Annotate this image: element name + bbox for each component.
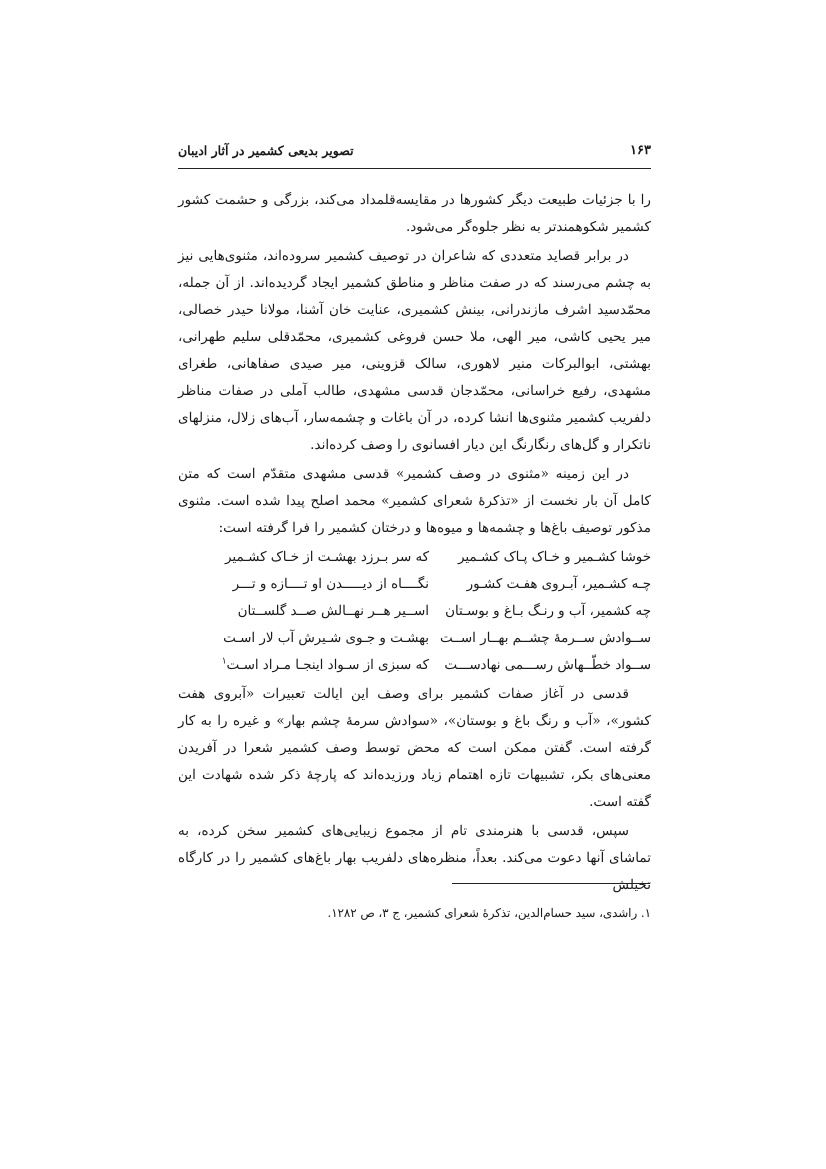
poem-verse xyxy=(178,571,651,598)
poem xyxy=(178,544,651,679)
footnote-marker: ۱ xyxy=(221,656,227,667)
paragraph-3: در این زمینه «مثنوی در وصف کشمیر» قدسی مشهدی متقدّم است که متن کامل آن بار نخست از «تذکرهٔ شعرای کشمیر» محمد اصلح پیدا شده است. مثنوی مذکور توصیف باغ‌ها و چشمه‌ها و میوه‌ها و درختان کشمیر را فرا گرفته است: xyxy=(178,466,651,536)
header-divider xyxy=(178,168,651,169)
paragraph-2: در برابر قصاید متعددی که شاعران در توصیف کشمیر سروده‌اند، مثنوی‌هایی نیز به چشم می‌رسند که در صفت مناظر و مناطق کشمیر ایجاد گردیده‌اند. از آن جمله، محمّدسید اشرف مازندرانی، بینش کشمیری، عنایت خان آشنا، مولانا حیدر خصالی، میر یحیی کاشی، میر الهی، ملا حسن فروغی کشمیری، محمّدقلی سلیم طهرانی، بهشتی، ابوالبرکات منیر لاهوری، سالک قزوینی، میر صیدی صفاهانی، طغرای مشهدی، رفیع خراسانی، محمّدجان قدسی مشهدی، طالب آملی در صفات مناظر دلفریب کشمیر مثنوی‌ها انشا کرده، در آن باغات و چشمه‌سار، آب‌های زلال، منزلهای ناتکرار و گل‌های رنگارنگ این دیار افسانوی را وصف کرده‌اند. xyxy=(178,248,651,453)
poem-hemistich-second: نگــــاه از دیـــــدن او تــــازه و تـــر xyxy=(232,577,429,592)
paragraph-5: سپس، قدسی با هنرمندی تام از مجموع زیبایی‌های کشمیر سخن کرده، به تماشای آنها دعوت می‌کند. بعداً، منظره‌های دلفریب بهار باغ‌های کشمیر را در کارگاه تخیلش xyxy=(178,823,651,893)
poem-hemistich-first: چـه کشـمیر، آبـروی هفـت کشـور xyxy=(466,577,651,592)
poem-hemistich-first: ســوادش ســرمهٔ چشــم بهــار اســت xyxy=(439,631,651,646)
poem-hemistich-second: بهشـت و جـوی شـیرش آب لار اسـت xyxy=(223,631,429,646)
poem-hemistich-first: خوشا کشـمیر و خـاک پـاک کشـمیر xyxy=(457,550,651,565)
footnote-divider xyxy=(452,883,650,884)
poem-hemistich-second xyxy=(221,652,429,679)
poem-hemistich-text: که سبزی از سـواد اینجـا مـراد اسـت xyxy=(226,658,429,673)
page-number: ۱۶۳ xyxy=(630,143,651,158)
paragraph-1: را با جزئیات طبیعت دیگر کشورها در مقایسه‌قلمداد می‌کند، بزرگی و حشمت کشور کشمیر شکوهمندتر به نظر جلوه‌گر می‌شود. xyxy=(178,192,651,235)
running-header xyxy=(178,141,651,165)
poem-hemistich-second: اســیر هــر نهــالش صــد گلســتان xyxy=(237,604,429,619)
poem-hemistich-first: ســواد خطّــهاش رســـمی نهادســـت xyxy=(444,658,651,673)
poem-verse xyxy=(178,598,651,625)
poem-verse xyxy=(178,544,651,571)
paragraph-4: قدسی در آغاز صفات کشمیر برای وصف این ایالت تعبیرات «آبروی هفت کشور»، «آب و رنگ باغ و بوستان»، «سوادش سرمهٔ چشم بهار» و غیره را به کار گرفته است. گفتن ممکن است که محض توسط وصف کشمیر شعرا در آفریدن معنی‌های بکر، تشبیهات تازه اهتمام زیاد ورزیده‌اند که پارچهٔ ذکر شده شهادت این گفته است. xyxy=(178,686,651,810)
footnote: ۱. راشدی، سید حسام‌الدین، تذکرهٔ شعرای کشمیر، ج ۳، ص ۱۲۸۲. xyxy=(327,906,651,920)
running-title: تصویر بدیعی کشمیر در آثار ادیبان xyxy=(178,143,354,158)
poem-hemistich-second: که سر بـرزد بهشـت از خـاک کشـمیر xyxy=(225,550,429,565)
poem-verse xyxy=(178,652,651,679)
poem-verse xyxy=(178,625,651,652)
poem-hemistich-first: چه کشمیر، آب و رنـگ بـاغ و بوسـتان xyxy=(445,604,651,619)
main-text xyxy=(178,187,651,899)
